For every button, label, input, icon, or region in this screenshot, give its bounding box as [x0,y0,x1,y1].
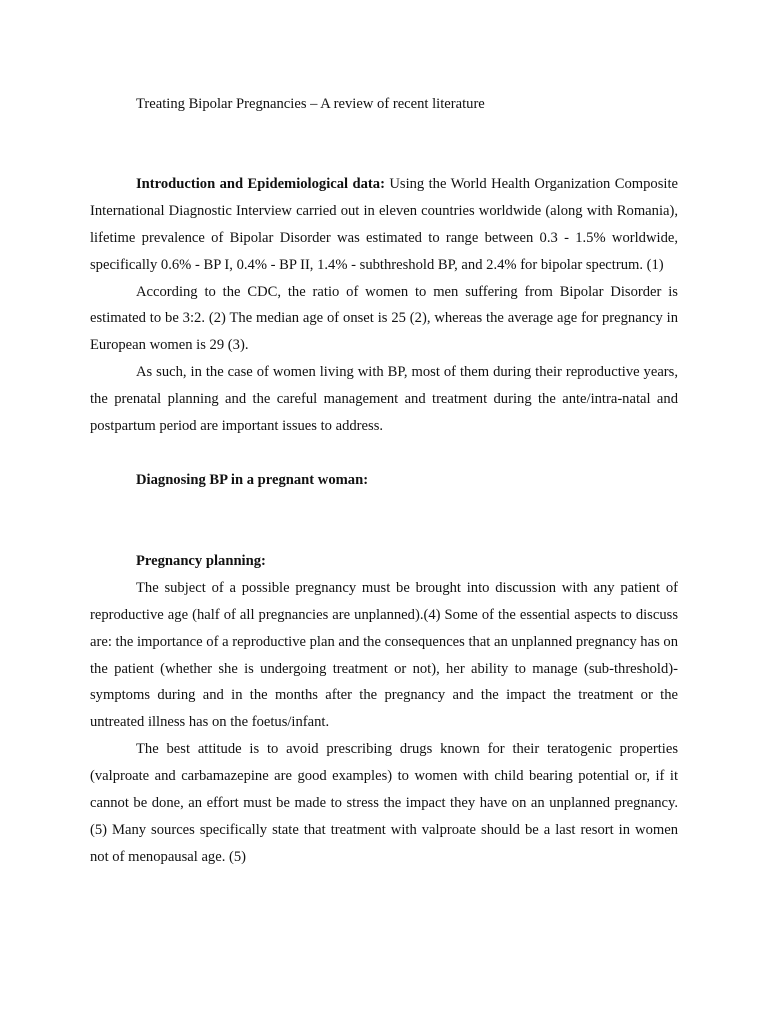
spacer [90,118,678,171]
planning-paragraph-2: The best attitude is to avoid prescribing drugs known for their teratogenic properties (valproate and carbamazepine are good examples) to women with child bearing potential or, if it cannot be done, an effort must be made to stress the impact they have on an unplanned pregnancy. (5) Many sources specifically state that treatment with valproate should be a last resort in women not of menopausal age. (5) [90,741,678,865]
spacer [90,440,678,467]
cdc-paragraph: According to the CDC, the ratio of women to men suffering from Bipolar Disorder is estimated to be 3:2. (2) The median age of onset is 25 (2), whereas the average age for pregnancy in European women is 29 (3). [90,283,678,354]
intro-heading: Introduction and Epidemiological data: [136,175,385,192]
diagnosing-heading: Diagnosing BP in a pregnant woman: [136,471,369,488]
pregnancy-planning-heading: Pregnancy planning: [136,552,266,569]
document-title: Treating Bipolar Pregnancies – A review of recent literature [136,96,485,112]
intro-text: Using the World Health Organization Composite International Diagnostic Interview carried out in eleven countries worldwide (along with Romania), lifetime prevalence of Bipolar Disorder was estimated to range between 0.3 - 1.5% worldwide, specifically 0.6% - BP I, 0.4% - BP II, 1.4% - subthreshold BP, and 2.4% for bipolar spectrum. (1) [90,175,678,273]
intro-paragraph [90,171,678,279]
spacer [90,494,678,548]
document-body [90,91,678,871]
reproductive-years-paragraph: As such, in the case of women living with BP, most of them during their reproductive years, the prenatal planning and the careful management and treatment during the ante/intra-natal and postpartum period are important issues to address. [90,364,678,435]
planning-paragraph-1: The subject of a possible pregnancy must be brought into discussion with any patient of reproductive age (half of all pregnancies are unplanned).(4) Some of the essential aspects to discuss are: the importance of a reproductive plan and the consequences that an unplanned pregnancy has on the patient (whether she is undergoing treatment or not), her ability to manage (sub-threshold)-symptoms during and in the months after the pregnancy and the impact the treatment or the untreated illness has on the foetus/infant. [90,579,678,731]
